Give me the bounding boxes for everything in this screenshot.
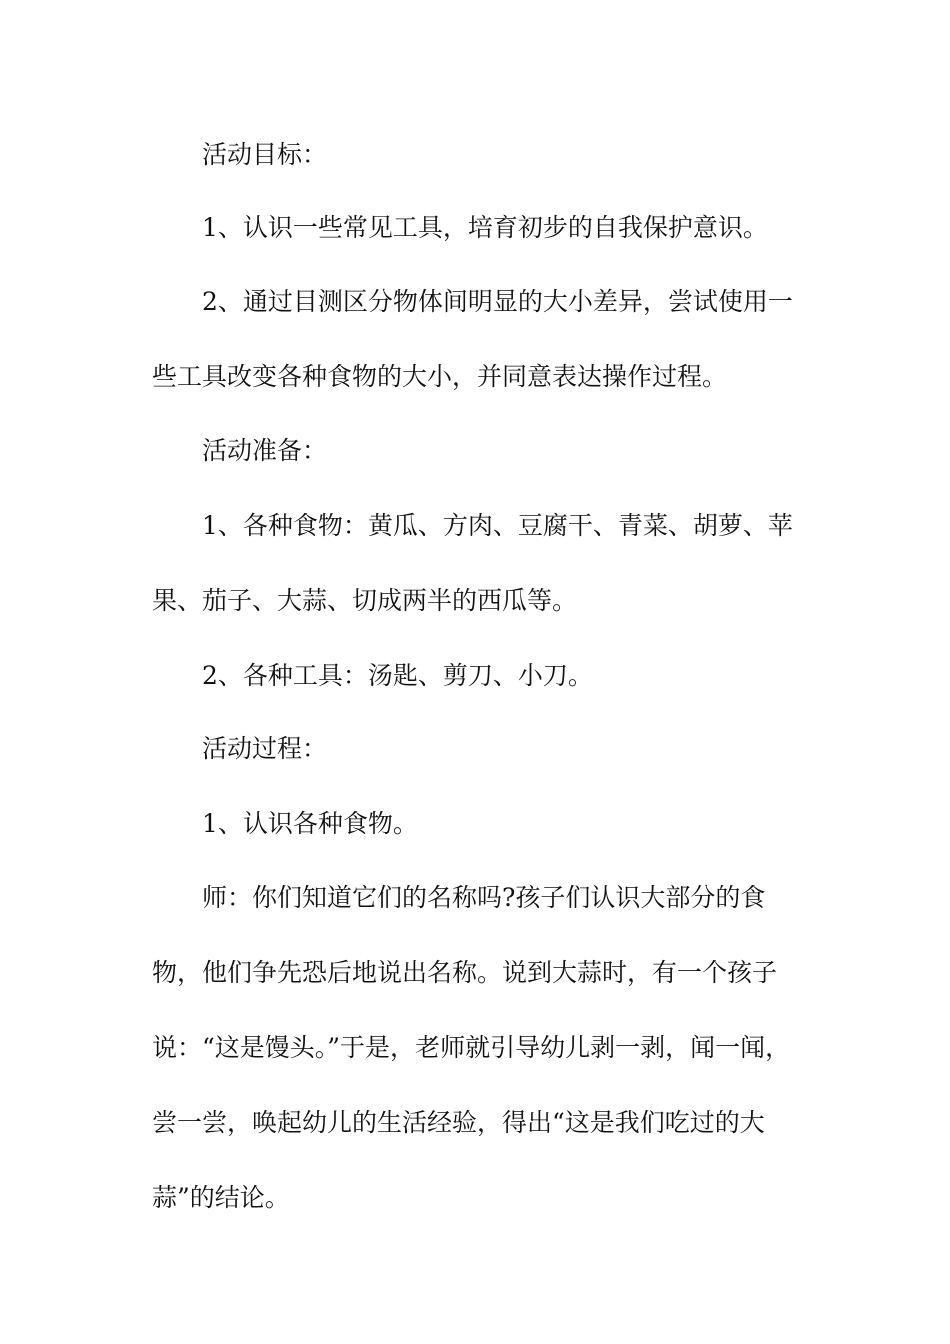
goal-item-1: 1、认识一些常见工具，培育初步的自我保护意识。: [202, 213, 768, 242]
section-heading-goals: 活动目标：: [202, 140, 328, 169]
process-item-1: 1、认识各种食物。: [202, 809, 418, 838]
section-heading-preparation: 活动准备：: [202, 436, 328, 465]
goal-item-2: 2、通过目测区分物体间明显的大小差异，尝试使用一些工具改变各种食物的大小，并同意表达操作过程。: [152, 287, 793, 391]
preparation-item-1: 1、各种食物：黄瓜、方肉、豆腐干、青菜、胡萝、苹果、茄子、大蒜、切成两半的西瓜等。: [152, 511, 793, 615]
process-paragraph: 师：你们知道它们的名称吗?孩子们认识大部分的食物，他们争先恐后地说出名称。说到大蒜时，有一个孩子说：“这是馒头。”于是，老师就引导幼儿剥一剥，闻一闻，尝一尝，唤起幼儿的生活经验，得出“这是我们吃过的大蒜”的结论。: [152, 883, 791, 1212]
section-heading-process: 活动过程：: [202, 734, 328, 763]
preparation-item-2: 2、各种工具：汤匙、剪刀、小刀。: [202, 661, 593, 690]
